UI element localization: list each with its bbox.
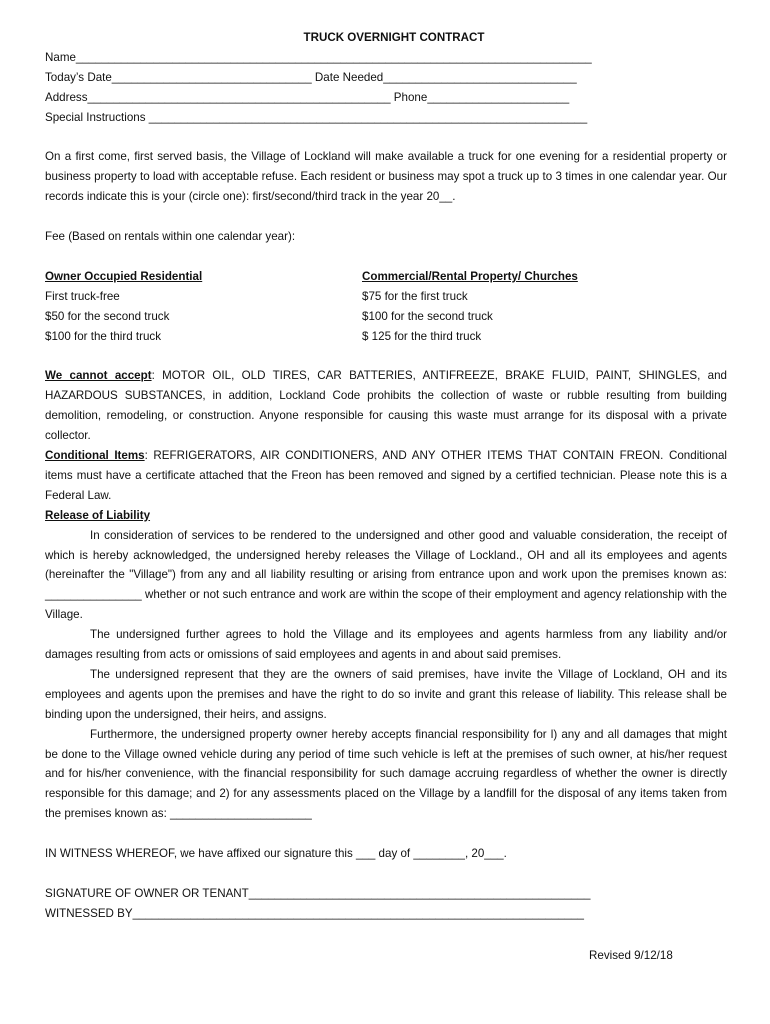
conditional-items-text: : REFRIGERATORS, AIR CONDITIONERS, AND ANY OTHER ITEMS THAT CONTAIN FREON. Conditional items must have a certificate attached that the Freon has been removed and signed by a certified technician. Please note this is a Federal Law. — [45, 448, 727, 502]
spacer — [45, 207, 727, 227]
date-fields[interactable]: Today’s Date_______________________________ Date Needed______________________________ — [45, 70, 577, 84]
owner-signature-field[interactable]: SIGNATURE OF OWNER OR TENANT_____________________________________________________ — [45, 886, 591, 900]
special-instructions-field[interactable]: Special Instructions ____________________________________________________________________ — [45, 110, 588, 124]
conditional-items-label: Conditional Items — [45, 448, 145, 462]
spacer — [45, 864, 727, 884]
spacer — [45, 128, 727, 148]
fee-item: $75 for the first truck — [362, 289, 468, 303]
intro-paragraph: On a first come, first served basis, the Village of Lockland will make available a truck for one evening for a residential property or business property to load with acceptable refuse. Each resident or business may spot a truck up to 3 times in one calendar year. Our records indicate this is your (circle one): first/second/third track in the year 20__. — [45, 150, 727, 204]
spacer — [45, 247, 727, 267]
fee-item: $100 for the second truck — [362, 309, 493, 323]
witnessed-by-field[interactable]: WITNESSED BY______________________________________________________________________ — [45, 906, 584, 920]
witness-line[interactable]: IN WITNESS WHEREOF, we have affixed our signature this ___ day of ________, 20___. — [45, 847, 507, 861]
name-field[interactable]: Name________________________________________________________________________________ — [45, 50, 592, 64]
cannot-accept-label: We cannot accept — [45, 369, 152, 383]
residential-fees — [45, 267, 362, 347]
fee-item: $100 for the third truck — [45, 329, 161, 343]
residential-heading: Owner Occupied Residential — [45, 269, 203, 283]
contract-document — [45, 28, 727, 924]
address-phone-fields[interactable]: Address_______________________________________________ Phone______________________ — [45, 90, 570, 104]
document-title: TRUCK OVERNIGHT CONTRACT — [303, 31, 485, 44]
cannot-accept-paragraph — [45, 366, 727, 446]
cannot-accept-text: : MOTOR OIL, OLD TIRES, CAR BATTERIES, ANTIFREEZE, BRAKE FLUID, PAINT, SHINGLES, and HAZARDOUS SUBSTANCES, in addition, Lockland Code prohibits the collection of waste or rubble resulting from building demolition, remodeling, or construction. Anyone responsible for causing this waste must arrange for its disposal with a private collector. — [45, 369, 727, 443]
release-paragraph: The undersigned further agrees to hold the Village and its employees and agents harmless from any liability and/or damages resulting from acts or omissions of said employees and agents in and about said premises. — [45, 628, 727, 662]
commercial-fees — [362, 267, 727, 347]
release-paragraph: In consideration of services to be rendered to the undersigned and other good and valuable consideration, the receipt of which is hereby acknowledged, the undersigned hereby releases the Village of Lockland., OH and all its employees and agents (hereinafter the "Village") from any and all liability resulting or arising from entrance upon and work upon the premises known as: _______________ whether or not such entrance and work are within the scope of their employment and agency relationship with the Village. — [45, 528, 727, 622]
fee-item: $50 for the second truck — [45, 309, 170, 323]
revision-date: Revised 9/12/18 — [589, 949, 673, 962]
commercial-heading: Commercial/Rental Property/ Churches — [362, 269, 578, 283]
release-paragraph: Furthermore, the undersigned property owner hereby accepts financial responsibility for l) any and all damages that might be done to the Village owned vehicle during any period of time such vehicle is left at the premises of such owner, at his/her request and for his/her convenience, with the financial responsibility for such damage accruing regardless of whether the owner is directly responsible for this damage; and 2) for any assessments placed on the Village by a landfill for the disposal of any items taken from the premises known as: ______________________ — [45, 727, 727, 821]
fee-table — [45, 267, 727, 347]
spacer — [45, 824, 727, 844]
fee-heading: Fee (Based on rentals within one calendar year): — [45, 230, 296, 244]
release-paragraph: The undersigned represent that they are the owners of said premises, have invite the Village of Lockland, OH and its employees and agents upon the premises and have the right to do so invite and grant this release of liability. This release shall be binding upon the undersigned, their heirs, and assigns. — [45, 667, 727, 721]
fee-item: First truck-free — [45, 289, 120, 303]
conditional-items-paragraph — [45, 446, 727, 506]
spacer — [45, 346, 727, 366]
release-heading: Release of Liability — [45, 508, 151, 522]
fee-item: $ 125 for the third truck — [362, 329, 482, 343]
